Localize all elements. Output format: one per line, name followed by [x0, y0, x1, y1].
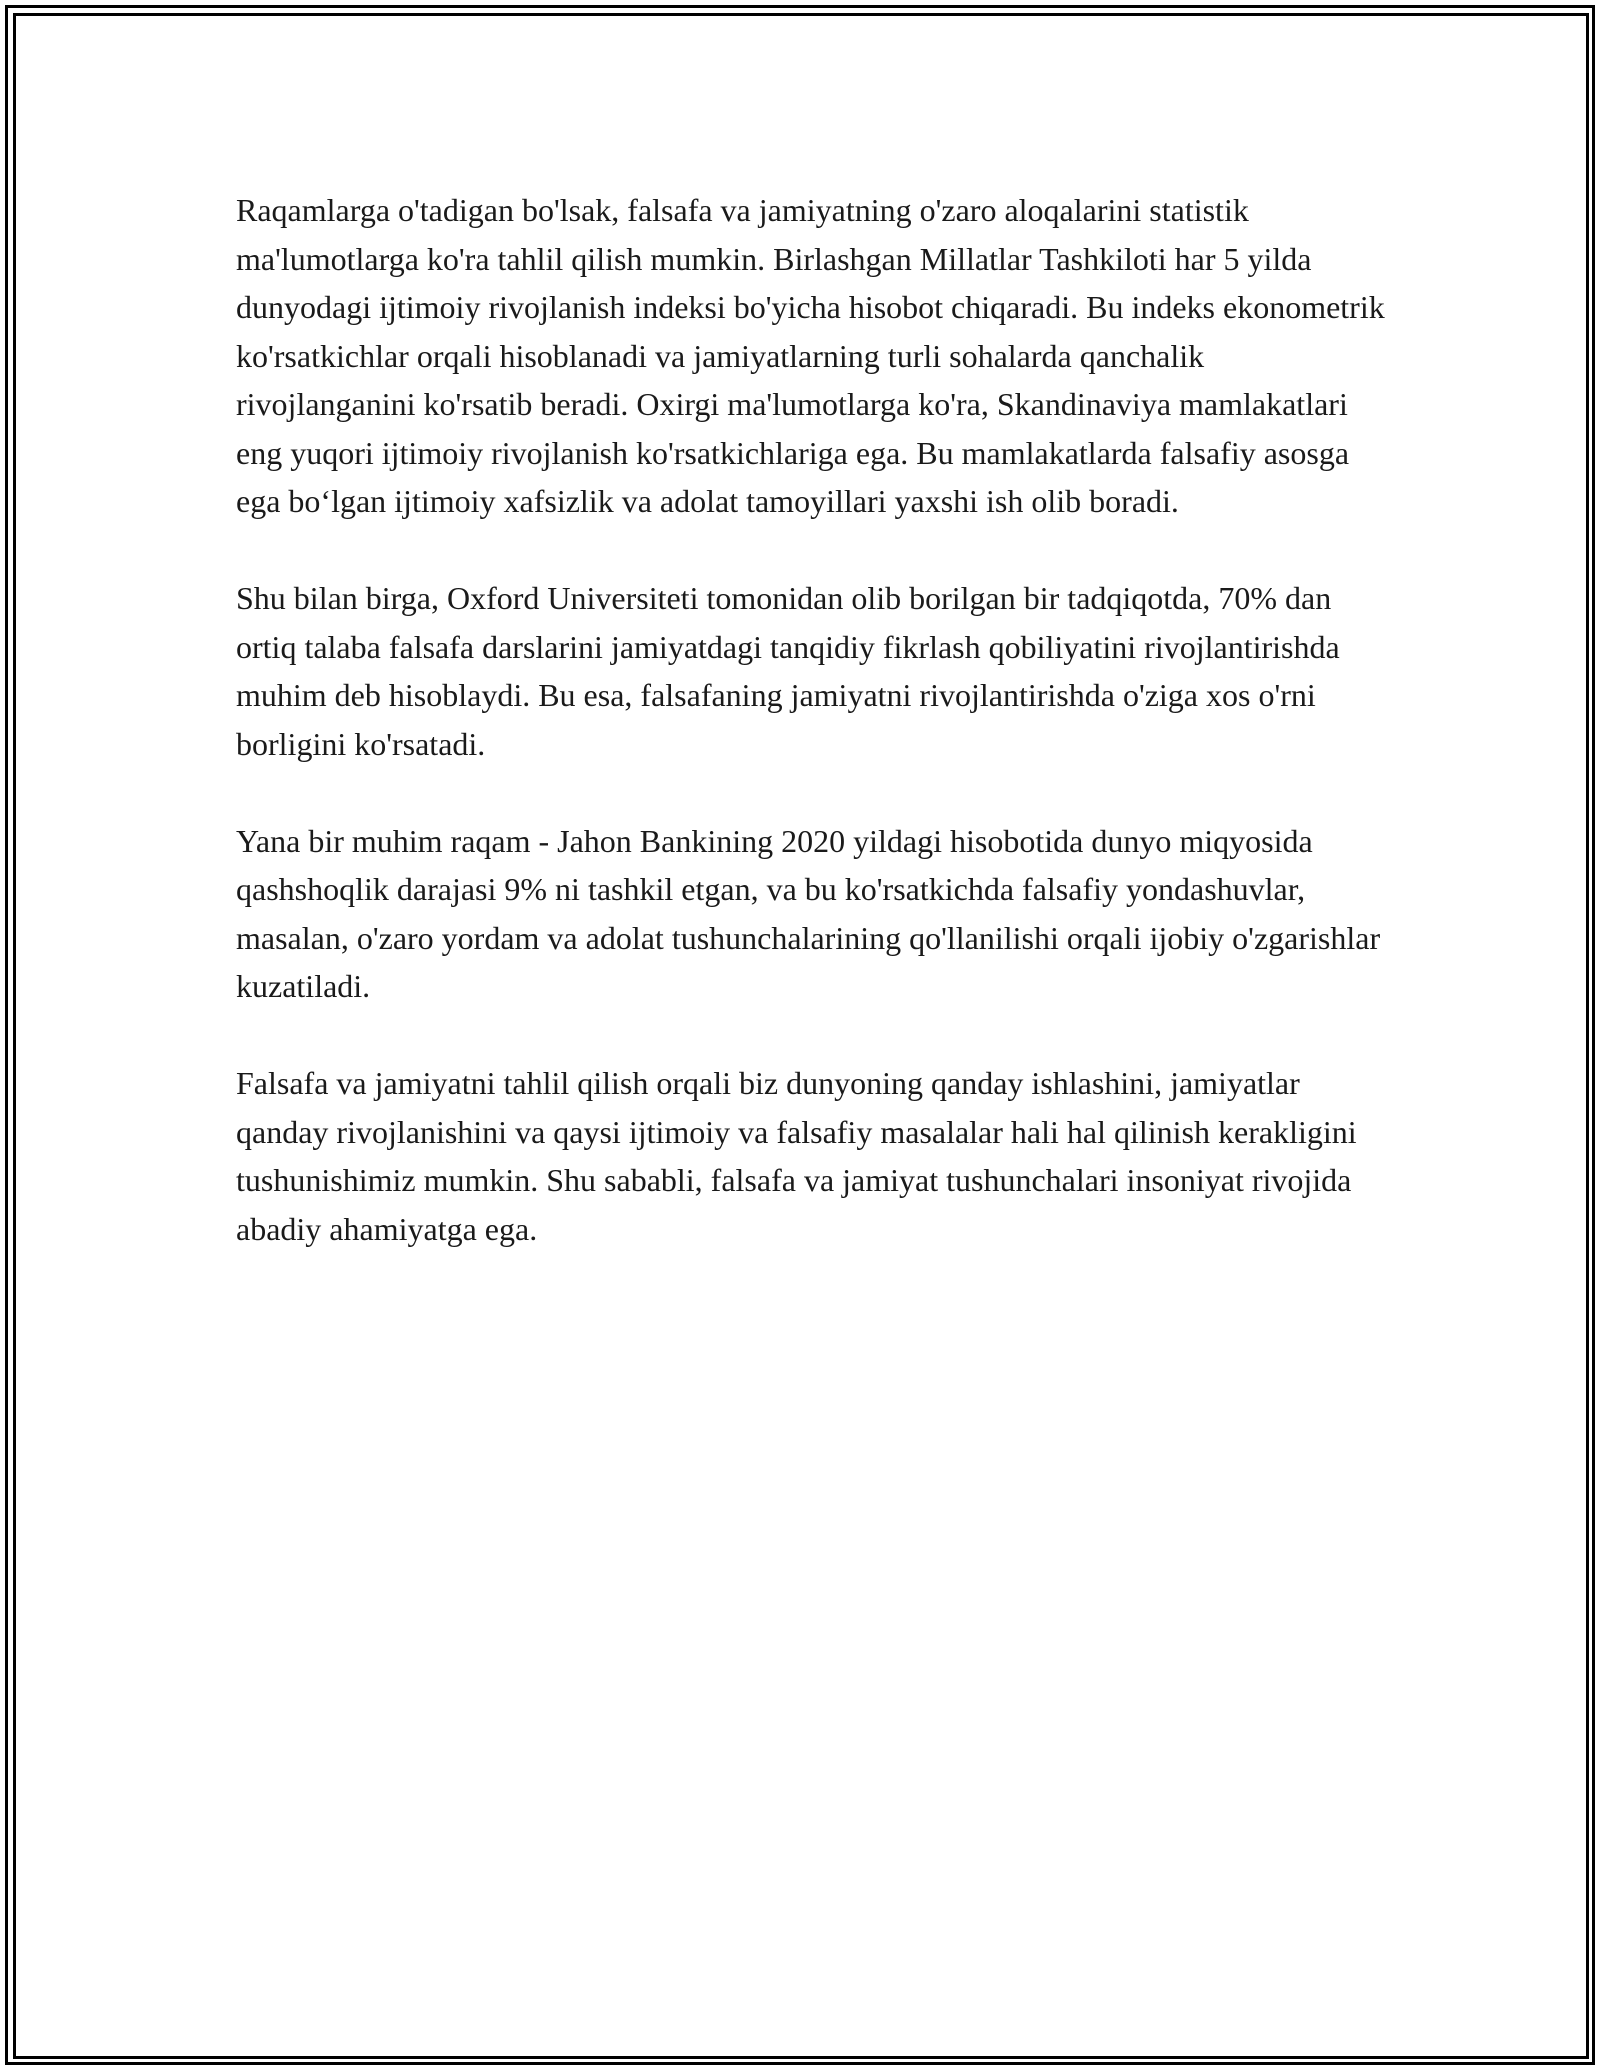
paragraph-world-bank: Yana bir muhim raqam - Jahon Bankining 2020 yildagi hisobotida dunyo miqyosida qashshoqlik darajasi 9% ni tashkil etgan, va bu ko'rsatkichda falsafiy yondashuvlar, masalan, o'zaro yordam va adolat tushunchalarining qo'llanilishi orqali ijobiy o'zgarishlar kuzatiladi.	[236, 822, 1381, 1004]
paragraph-statistics-intro: Raqamlarga o'tadigan bo'lsak, falsafa va jamiyatning o'zaro aloqalarini statistik ma'lumotlarga ko'ra tahlil qilish mumkin. Birlashgan Millatlar Tashkiloti har 5 yilda dunyodagi ijtimoiy rivojlanish indeksi bo'yicha hisobot chiqaradi. Bu indeks ekonometrik ko'rsatkichlar orqali hisoblanadi va jamiyatlarning turli sohalarda qanchalik rivojlanganini ko'rsatib beradi. Oxirgi ma'lumotlarga ko'ra, Skandinaviya mamlakatlari eng yuqori ijtimoiy rivojlanish ko'rsatkichlariga ega. Bu mamlakatlarda falsafiy asosga ega bo‘lgan ijtimoiy xafsizlik va adolat tamoyillari yaxshi ish olib boradi.	[236, 192, 1385, 519]
paragraph-oxford-study: Shu bilan birga, Oxford Universiteti tomonidan olib borilgan bir tadqiqotda, 70% dan ortiq talaba falsafa darslarini jamiyatdagi tanqidiy fikrlash qobiliyatini rivojlantirishda muhim deb hisoblaydi. Bu esa, falsafaning jamiyatni rivojlantirishda o'ziga xos o'rni borligini ko'rsatadi.	[236, 580, 1340, 762]
paragraph-conclusion: Falsafa va jamiyatni tahlil qilish orqali biz dunyoning qanday ishlashini, jamiyatlar qanday rivojlanishini va qaysi ijtimoiy va falsafiy masalalar hali hal qilinish kerakligini tushunishimiz mumkin. Shu sababli, falsafa va jamiyat tushunchalari insoniyat rivojida abadiy ahamiyatga ega.	[236, 1065, 1357, 1247]
document-body	[236, 186, 1386, 1302]
